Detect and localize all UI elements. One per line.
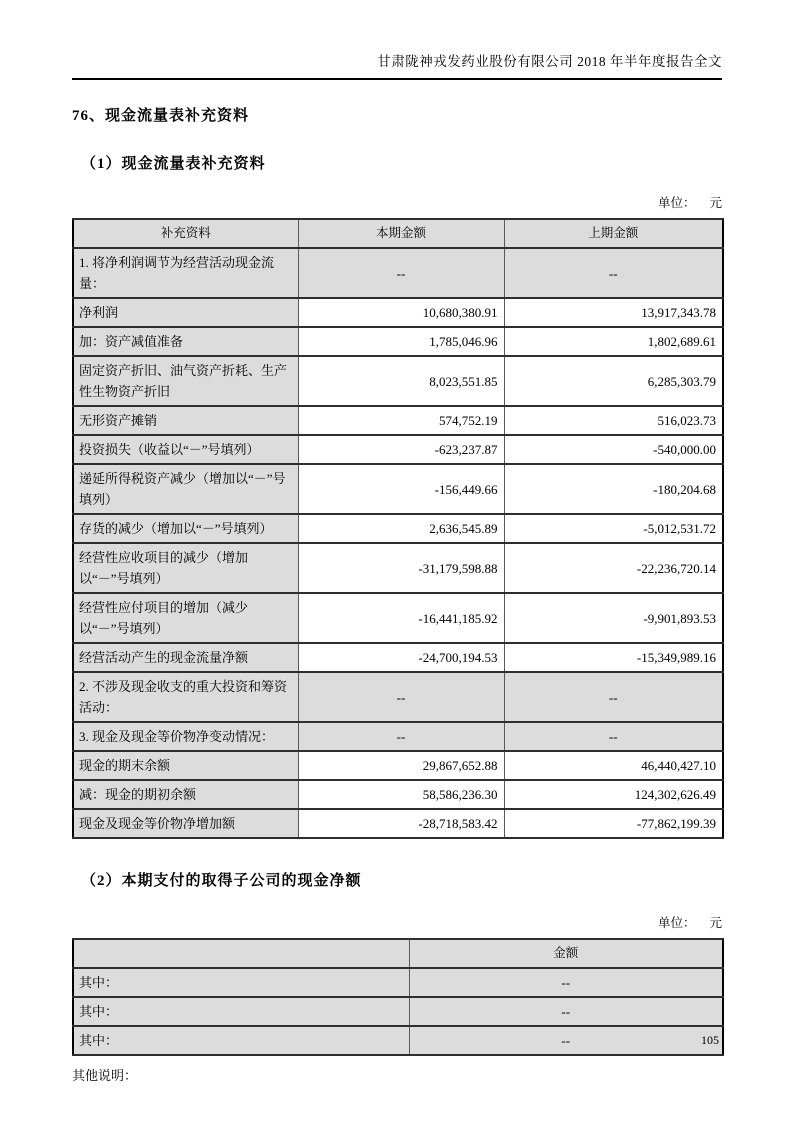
row-label: 存货的减少（增加以“－”号填列） (73, 514, 298, 543)
prior-period-value: -180,204.68 (504, 464, 723, 514)
amount-value: -- (409, 997, 723, 1026)
unit-value: 元 (709, 196, 722, 210)
current-period-value: 2,636,545.89 (298, 514, 504, 543)
row-label: 投资损失（收益以“－”号填列） (73, 435, 298, 464)
current-period-value: -31,179,598.88 (298, 543, 504, 593)
table-row (73, 248, 723, 298)
current-period-value: -28,718,583.42 (298, 809, 504, 838)
prior-period-value: -22,236,720.14 (504, 543, 723, 593)
current-period-value: 574,752.19 (298, 406, 504, 435)
other-notes-label: 其他说明： (72, 1068, 138, 1083)
prior-period-value: -77,862,199.39 (504, 809, 723, 838)
subsection-1-title: （1）现金流量表补充资料 (81, 156, 266, 172)
unit-value: 元 (709, 916, 722, 930)
table-row (73, 1026, 723, 1055)
current-period-value: -- (298, 248, 504, 298)
current-period-value: -16,441,185.92 (298, 593, 504, 643)
prior-period-value: -540,000.00 (504, 435, 723, 464)
subsidiary-cash-table (72, 938, 724, 1056)
row-label: 经营活动产生的现金流量净额 (73, 643, 298, 672)
column-header-current-period: 本期金额 (298, 219, 504, 248)
column-header-prior-period: 上期金额 (504, 219, 723, 248)
current-period-value: -156,449.66 (298, 464, 504, 514)
cash-flow-supplementary-table (72, 218, 724, 839)
row-label: 减：现金的期初余额 (73, 780, 298, 809)
table-row (73, 356, 723, 406)
table-row (73, 968, 723, 997)
table-row (73, 593, 723, 643)
page-number: 105 (701, 1033, 719, 1047)
table-row (73, 514, 723, 543)
table-row (73, 672, 723, 722)
table-row (73, 643, 723, 672)
prior-period-value: 1,802,689.61 (504, 327, 723, 356)
current-period-value: 1,785,046.96 (298, 327, 504, 356)
current-period-value: -623,237.87 (298, 435, 504, 464)
table-row (73, 435, 723, 464)
table-header-row (73, 219, 723, 248)
unit-label: 单位： (657, 916, 696, 930)
supplementary-table-body (73, 248, 723, 838)
prior-period-value: 46,440,427.10 (504, 751, 723, 780)
current-period-value: 10,680,380.91 (298, 298, 504, 327)
row-label: 现金的期末余额 (73, 751, 298, 780)
row-label: 其中： (73, 997, 409, 1026)
current-period-value: -24,700,194.53 (298, 643, 504, 672)
prior-period-value: -15,349,989.16 (504, 643, 723, 672)
current-period-value: 8,023,551.85 (298, 356, 504, 406)
section-76-title: 76、现金流量表补充资料 (72, 108, 250, 124)
table-row (73, 327, 723, 356)
current-period-value: 58,586,236.30 (298, 780, 504, 809)
column-header-supplementary-info: 补充资料 (73, 219, 298, 248)
current-period-value: 29,867,652.88 (298, 751, 504, 780)
prior-period-value: 13,917,343.78 (504, 298, 723, 327)
row-label: 现金及现金等价物净增加额 (73, 809, 298, 838)
table-header-row (73, 939, 723, 968)
unit-label: 单位： (657, 196, 696, 210)
prior-period-value: 6,285,303.79 (504, 356, 723, 406)
row-label: 经营性应付项目的增加（减少以“－”号填列） (73, 593, 298, 643)
table-row (73, 406, 723, 435)
current-period-value: -- (298, 672, 504, 722)
row-label: 其中： (73, 1026, 409, 1055)
table-row (73, 298, 723, 327)
subsidiary-table-body (73, 968, 723, 1055)
amount-value: -- (409, 968, 723, 997)
row-label: 2. 不涉及现金收支的重大投资和筹资活动： (73, 672, 298, 722)
table-row (73, 997, 723, 1026)
row-label: 无形资产摊销 (73, 406, 298, 435)
table-row (73, 809, 723, 838)
prior-period-value: 516,023.73 (504, 406, 723, 435)
prior-period-value: -5,012,531.72 (504, 514, 723, 543)
table-row (73, 780, 723, 809)
table-row (73, 722, 723, 751)
prior-period-value: -- (504, 248, 723, 298)
row-label: 1. 将净利润调节为经营活动现金流量： (73, 248, 298, 298)
unit-line-2 (72, 913, 722, 931)
prior-period-value: 124,302,626.49 (504, 780, 723, 809)
table-row (73, 464, 723, 514)
row-label: 其中： (73, 968, 409, 997)
prior-period-value: -- (504, 722, 723, 751)
row-label: 固定资产折旧、油气资产折耗、生产性生物资产折旧 (73, 356, 298, 406)
row-label: 净利润 (73, 298, 298, 327)
unit-line-1 (72, 193, 722, 211)
subsection-2-title: （2）本期支付的取得子公司的现金净额 (81, 873, 362, 889)
current-period-value: -- (298, 722, 504, 751)
row-label: 经营性应收项目的减少（增加以“－”号填列） (73, 543, 298, 593)
table-row (73, 543, 723, 593)
row-label: 3. 现金及现金等价物净变动情况： (73, 722, 298, 751)
prior-period-value: -9,901,893.53 (504, 593, 723, 643)
row-label: 加：资产减值准备 (73, 327, 298, 356)
column-header-empty (73, 939, 409, 968)
row-label: 递延所得税资产减少（增加以“－”号填列） (73, 464, 298, 514)
amount-value: -- (409, 1026, 723, 1055)
table-row (73, 751, 723, 780)
column-header-amount: 金额 (409, 939, 723, 968)
report-header-title: 甘肃陇神戎发药业股份有限公司 2018 年半年度报告全文 (72, 50, 722, 80)
prior-period-value: -- (504, 672, 723, 722)
